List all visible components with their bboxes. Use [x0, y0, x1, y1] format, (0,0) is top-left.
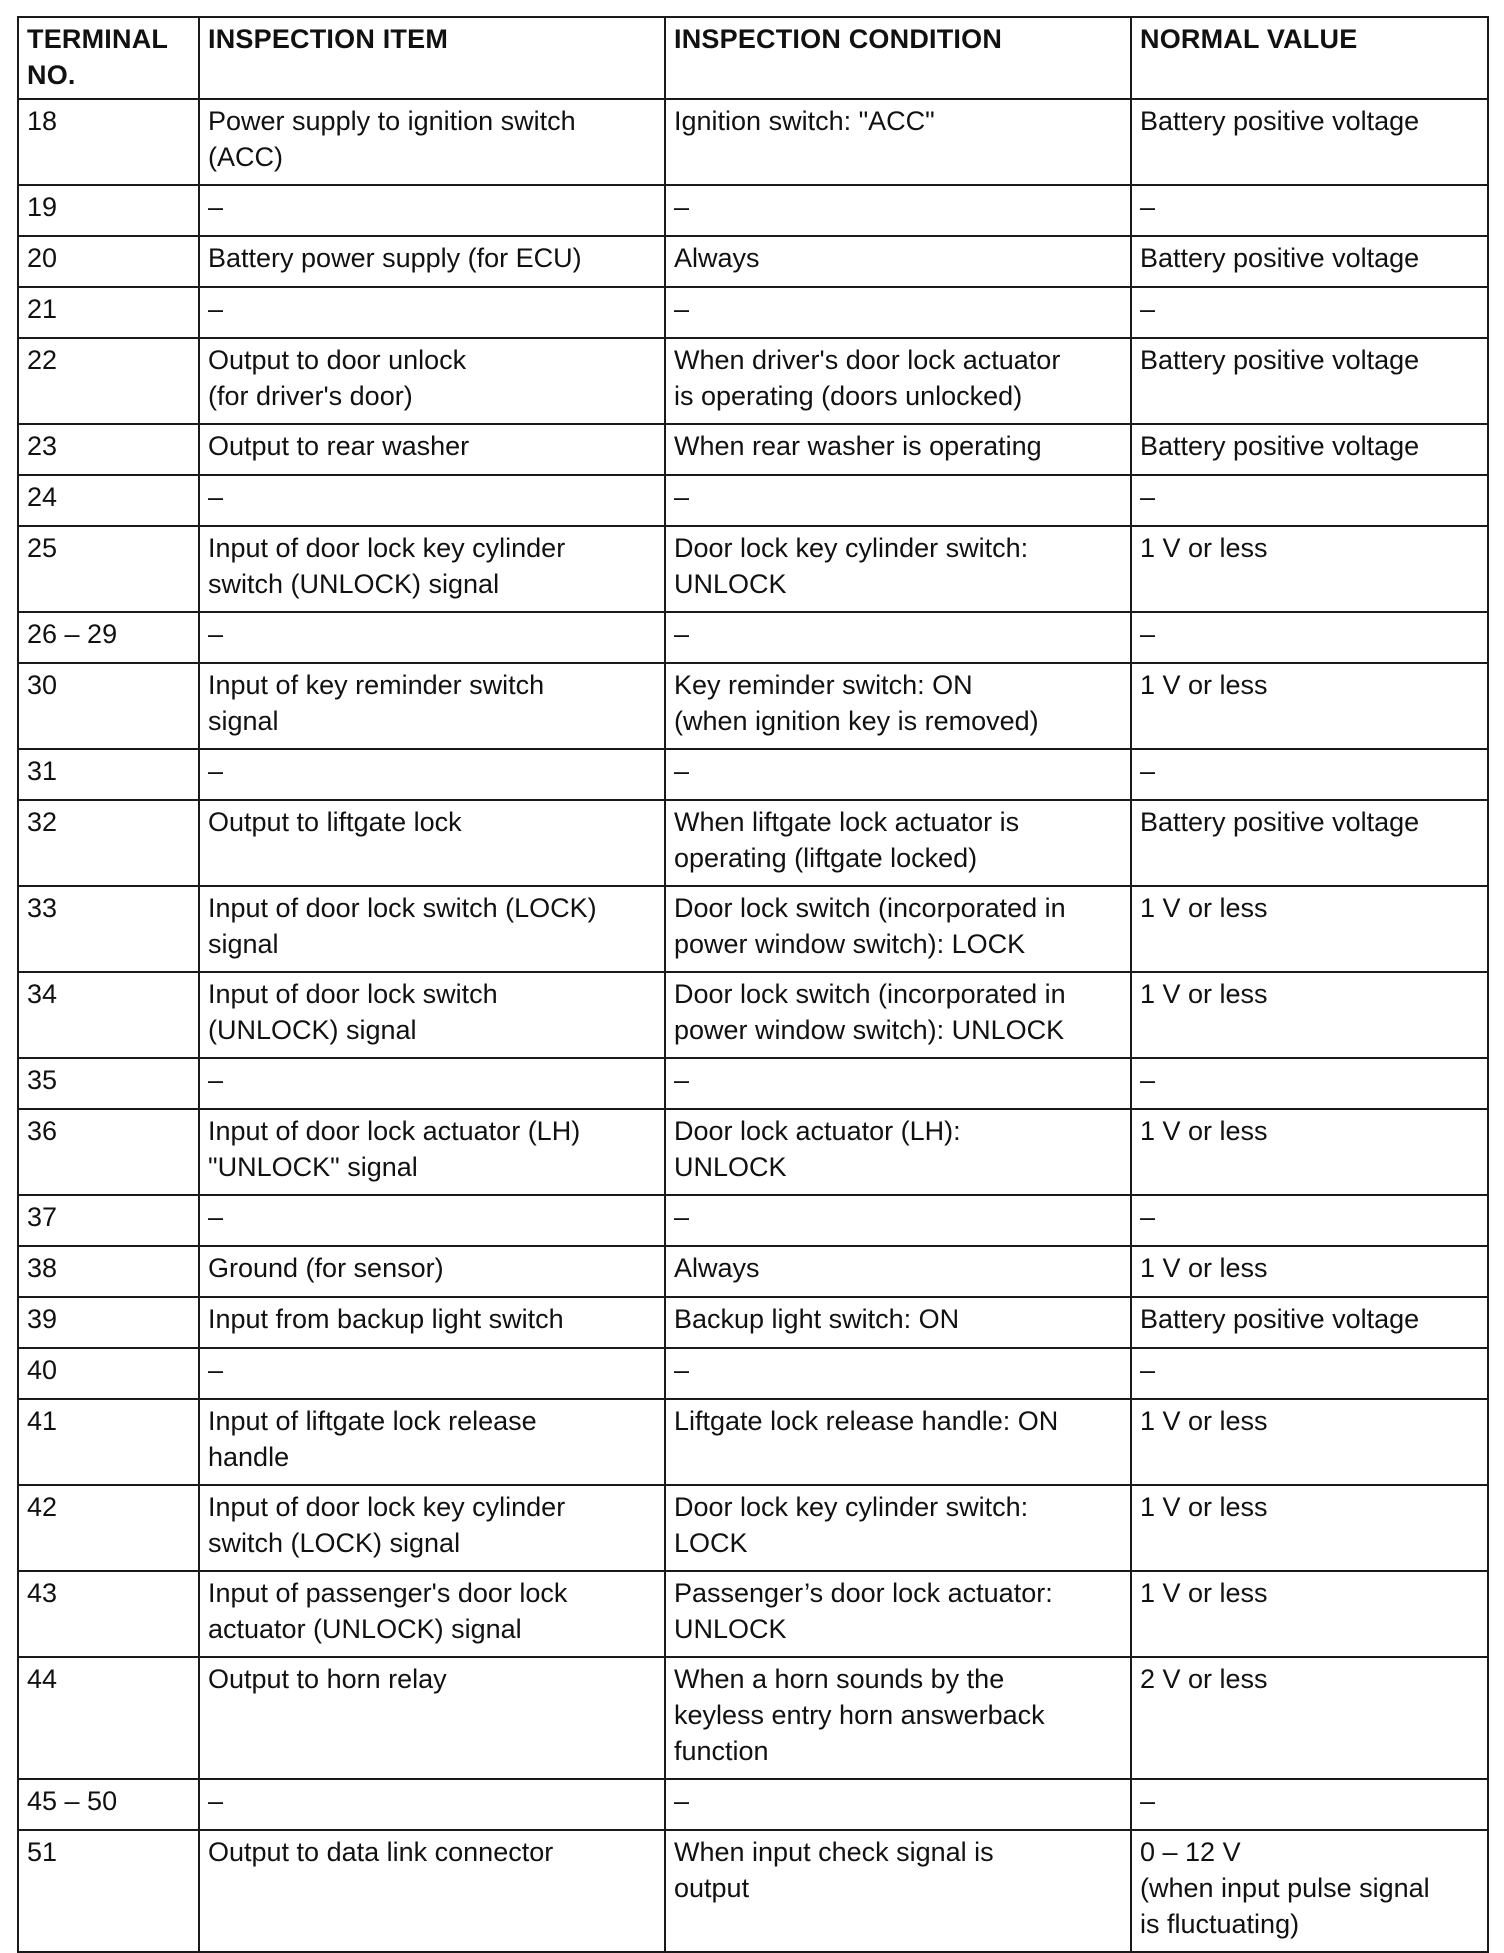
- table-row: [18, 663, 1488, 749]
- value-cell: –: [1131, 1779, 1488, 1830]
- condition-cell: –: [665, 1779, 1131, 1830]
- value-cell: 1 V or less: [1131, 663, 1488, 749]
- value-cell: –: [1131, 475, 1488, 526]
- table-row: [18, 526, 1488, 612]
- value-cell: –: [1131, 749, 1488, 800]
- condition-cell: Ignition switch: "ACC": [665, 99, 1131, 185]
- table-row: [18, 1657, 1488, 1779]
- table-row: [18, 1399, 1488, 1485]
- item-cell: Input of liftgate lock release handle: [199, 1399, 665, 1485]
- value-cell: 1 V or less: [1131, 886, 1488, 972]
- condition-cell: Liftgate lock release handle: ON: [665, 1399, 1131, 1485]
- table-row: [18, 972, 1488, 1058]
- table-row: [18, 612, 1488, 663]
- value-cell: –: [1131, 1195, 1488, 1246]
- table-row: [18, 800, 1488, 886]
- item-cell: Power supply to ignition switch (ACC): [199, 99, 665, 185]
- value-cell: Battery positive voltage: [1131, 236, 1488, 287]
- item-cell: –: [199, 1779, 665, 1830]
- table-row: [18, 1485, 1488, 1571]
- condition-cell: Door lock key cylinder switch: LOCK: [665, 1485, 1131, 1571]
- item-cell: Input of key reminder switch signal: [199, 663, 665, 749]
- table-row: [18, 1571, 1488, 1657]
- value-cell: 1 V or less: [1131, 1399, 1488, 1485]
- header-inspection-item: INSPECTION ITEM: [199, 17, 665, 99]
- terminal-inspection-table: [17, 16, 1489, 1953]
- condition-cell: –: [665, 1058, 1131, 1109]
- condition-cell: –: [665, 287, 1131, 338]
- condition-cell: Door lock key cylinder switch: UNLOCK: [665, 526, 1131, 612]
- terminal-cell: 30: [18, 663, 199, 749]
- terminal-cell: 37: [18, 1195, 199, 1246]
- terminal-cell: 24: [18, 475, 199, 526]
- item-cell: Battery power supply (for ECU): [199, 236, 665, 287]
- table-row: [18, 886, 1488, 972]
- item-cell: Output to liftgate lock: [199, 800, 665, 886]
- value-cell: –: [1131, 287, 1488, 338]
- terminal-cell: 22: [18, 338, 199, 424]
- condition-cell: –: [665, 1195, 1131, 1246]
- terminal-cell: 31: [18, 749, 199, 800]
- item-cell: Input of door lock actuator (LH) "UNLOCK" signal: [199, 1109, 665, 1195]
- item-cell: Output to data link connector: [199, 1830, 665, 1952]
- condition-cell: –: [665, 749, 1131, 800]
- terminal-cell: 19: [18, 185, 199, 236]
- condition-cell: –: [665, 475, 1131, 526]
- terminal-cell: 51: [18, 1830, 199, 1952]
- table-row: [18, 1195, 1488, 1246]
- value-cell: 0 – 12 V (when input pulse signal is fluctuating): [1131, 1830, 1488, 1952]
- condition-cell: Door lock switch (incorporated in power window switch): UNLOCK: [665, 972, 1131, 1058]
- terminal-cell: 40: [18, 1348, 199, 1399]
- item-cell: Input of door lock key cylinder switch (LOCK) signal: [199, 1485, 665, 1571]
- value-cell: 1 V or less: [1131, 1109, 1488, 1195]
- table-row: [18, 424, 1488, 475]
- terminal-cell: 36: [18, 1109, 199, 1195]
- condition-cell: –: [665, 1348, 1131, 1399]
- table-row: [18, 1109, 1488, 1195]
- value-cell: Battery positive voltage: [1131, 1297, 1488, 1348]
- value-cell: –: [1131, 612, 1488, 663]
- item-cell: Input of door lock switch (LOCK) signal: [199, 886, 665, 972]
- condition-cell: Door lock switch (incorporated in power window switch): LOCK: [665, 886, 1131, 972]
- condition-cell: –: [665, 185, 1131, 236]
- condition-cell: Backup light switch: ON: [665, 1297, 1131, 1348]
- terminal-cell: 34: [18, 972, 199, 1058]
- terminal-inspection-document: [17, 16, 1487, 1953]
- table-row: [18, 338, 1488, 424]
- value-cell: 1 V or less: [1131, 1246, 1488, 1297]
- condition-cell: Door lock actuator (LH): UNLOCK: [665, 1109, 1131, 1195]
- table-row: [18, 1297, 1488, 1348]
- table-row: [18, 1246, 1488, 1297]
- terminal-cell: 38: [18, 1246, 199, 1297]
- terminal-cell: 45 – 50: [18, 1779, 199, 1830]
- item-cell: –: [199, 1195, 665, 1246]
- value-cell: Battery positive voltage: [1131, 99, 1488, 185]
- condition-cell: Passenger’s door lock actuator: UNLOCK: [665, 1571, 1131, 1657]
- condition-cell: When rear washer is operating: [665, 424, 1131, 475]
- terminal-cell: 42: [18, 1485, 199, 1571]
- condition-cell: When a horn sounds by the keyless entry horn answerback function: [665, 1657, 1131, 1779]
- header-inspection-condition: INSPECTION CONDITION: [665, 17, 1131, 99]
- table-row: [18, 287, 1488, 338]
- item-cell: Input of door lock switch (UNLOCK) signal: [199, 972, 665, 1058]
- item-cell: –: [199, 612, 665, 663]
- value-cell: –: [1131, 1058, 1488, 1109]
- value-cell: Battery positive voltage: [1131, 800, 1488, 886]
- table-row: [18, 1779, 1488, 1830]
- terminal-cell: 33: [18, 886, 199, 972]
- value-cell: 1 V or less: [1131, 972, 1488, 1058]
- condition-cell: Always: [665, 236, 1131, 287]
- item-cell: –: [199, 287, 665, 338]
- item-cell: –: [199, 1058, 665, 1109]
- item-cell: –: [199, 475, 665, 526]
- condition-cell: –: [665, 612, 1131, 663]
- terminal-cell: 41: [18, 1399, 199, 1485]
- table-row: [18, 1348, 1488, 1399]
- header-normal-value: NORMAL VALUE: [1131, 17, 1488, 99]
- condition-cell: When input check signal is output: [665, 1830, 1131, 1952]
- item-cell: Output to door unlock (for driver's door): [199, 338, 665, 424]
- value-cell: Battery positive voltage: [1131, 424, 1488, 475]
- item-cell: Output to rear washer: [199, 424, 665, 475]
- terminal-cell: 35: [18, 1058, 199, 1109]
- terminal-cell: 43: [18, 1571, 199, 1657]
- terminal-cell: 23: [18, 424, 199, 475]
- terminal-cell: 44: [18, 1657, 199, 1779]
- table-body: [18, 99, 1488, 1952]
- terminal-cell: 39: [18, 1297, 199, 1348]
- condition-cell: When driver's door lock actuator is operating (doors unlocked): [665, 338, 1131, 424]
- table-row: [18, 236, 1488, 287]
- condition-cell: Always: [665, 1246, 1131, 1297]
- terminal-cell: 21: [18, 287, 199, 338]
- item-cell: –: [199, 749, 665, 800]
- terminal-cell: 18: [18, 99, 199, 185]
- value-cell: –: [1131, 1348, 1488, 1399]
- table-row: [18, 749, 1488, 800]
- value-cell: 1 V or less: [1131, 1485, 1488, 1571]
- value-cell: 1 V or less: [1131, 526, 1488, 612]
- terminal-cell: 20: [18, 236, 199, 287]
- condition-cell: When liftgate lock actuator is operating (liftgate locked): [665, 800, 1131, 886]
- item-cell: Output to horn relay: [199, 1657, 665, 1779]
- terminal-cell: 26 – 29: [18, 612, 199, 663]
- header-terminal-no: TERMINAL NO.: [18, 17, 199, 99]
- header-row: [18, 17, 1488, 99]
- item-cell: Ground (for sensor): [199, 1246, 665, 1297]
- terminal-cell: 25: [18, 526, 199, 612]
- table-row: [18, 1058, 1488, 1109]
- item-cell: Input of passenger's door lock actuator (UNLOCK) signal: [199, 1571, 665, 1657]
- condition-cell: Key reminder switch: ON (when ignition key is removed): [665, 663, 1131, 749]
- item-cell: Input from backup light switch: [199, 1297, 665, 1348]
- item-cell: –: [199, 1348, 665, 1399]
- table-row: [18, 1830, 1488, 1952]
- value-cell: Battery positive voltage: [1131, 338, 1488, 424]
- value-cell: –: [1131, 185, 1488, 236]
- value-cell: 1 V or less: [1131, 1571, 1488, 1657]
- terminal-cell: 32: [18, 800, 199, 886]
- item-cell: Input of door lock key cylinder switch (UNLOCK) signal: [199, 526, 665, 612]
- table-row: [18, 475, 1488, 526]
- table-row: [18, 185, 1488, 236]
- item-cell: –: [199, 185, 665, 236]
- table-row: [18, 99, 1488, 185]
- table-header: [18, 17, 1488, 99]
- value-cell: 2 V or less: [1131, 1657, 1488, 1779]
